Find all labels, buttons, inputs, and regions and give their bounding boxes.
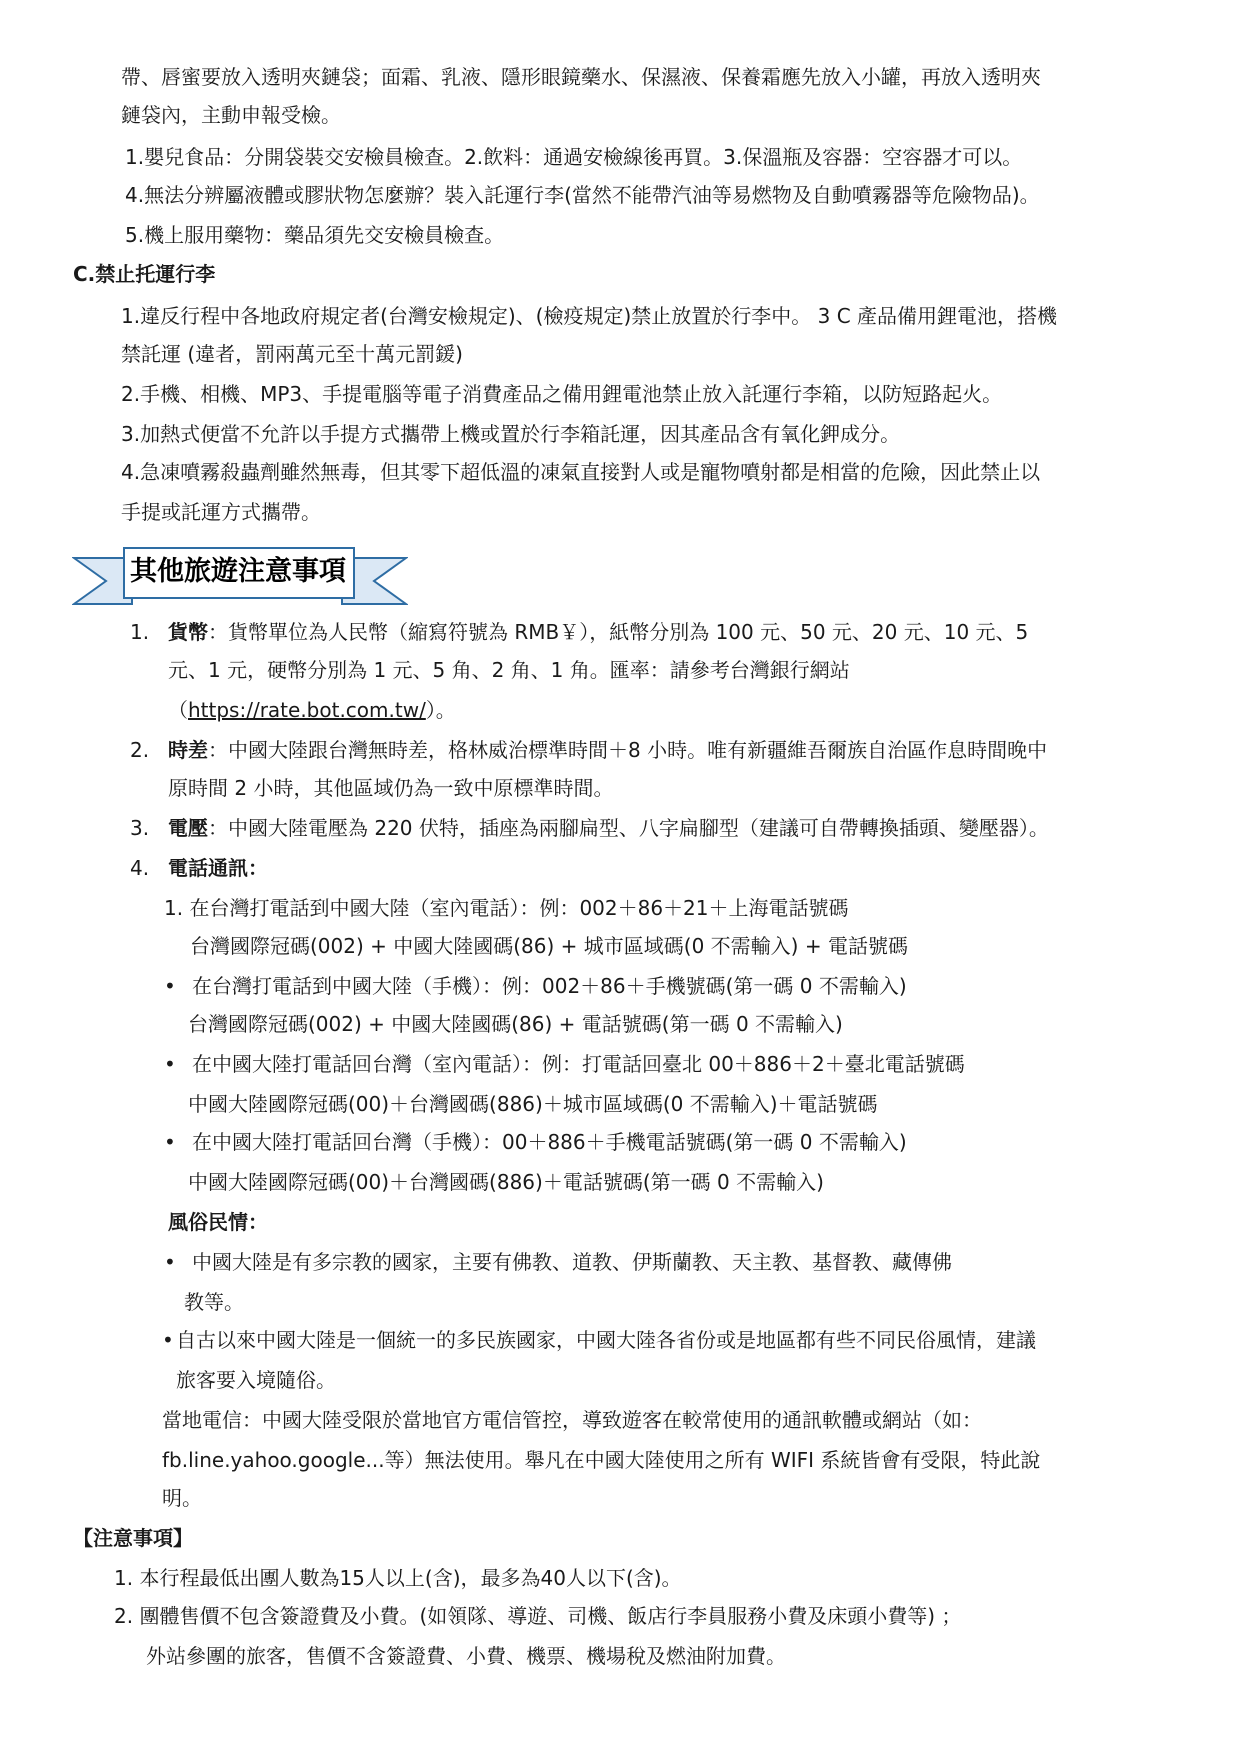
section-heading: C.禁止托運行李	[73, 262, 216, 286]
customs-item: 中國大陸是有多宗教的國家，主要有佛教、道教、伊斯蘭教、天主教、基督教、藏傳佛	[192, 1250, 952, 1274]
currency-item: （https://rate.bot.com.tw/）。	[168, 698, 456, 722]
bullet: •	[162, 1328, 174, 1352]
section-item: 2.手機、相機、MP3、手提電腦等電子消費產品之備用鋰電池禁止放入託運行李箱，以防短路起火。	[121, 382, 1003, 406]
section-item: 手提或託運方式攜帶。	[121, 500, 321, 524]
bullet: •	[164, 1130, 176, 1154]
list-number: 1.	[130, 620, 150, 644]
phone-heading: 電話通訊：	[168, 856, 268, 880]
section-item: 禁託運 (違者，罰兩萬元至十萬元罰鍰)	[121, 342, 463, 366]
time-item: 原時間 2 小時，其他區域仍為一致中原標準時間。	[168, 776, 614, 800]
phone-sub-item: 在中國大陸打電話回台灣（室內電話）：例：打電話回臺北 00＋886＋2＋臺北電話號碼	[192, 1052, 965, 1076]
list-number: 3.	[130, 816, 150, 840]
phone-sub-item: 在台灣打電話到中國大陸（手機）：例：002＋86＋手機號碼(第一碼 0 不需輸入)	[192, 974, 907, 998]
bullet: •	[164, 974, 176, 998]
notice-item: 2. 團體售價不包含簽證費及小費。(如領隊、導遊、司機、飯店行李員服務小費及床頭小費等) ；	[114, 1604, 962, 1628]
phone-sub-item: 在中國大陸打電話回台灣（手機）：00＋886＋手機電話號碼(第一碼 0 不需輸入)	[192, 1130, 907, 1154]
bullet: •	[164, 1250, 176, 1274]
currency-item: 貨幣：貨幣單位為人民幣（縮寫符號為 RMB￥），紙幣分別為 100 元、50 元、20 元、10 元、5	[168, 620, 1029, 644]
notice-item: 外站參團的旅客，售價不含簽證費、小費、機票、機場稅及燃油附加費。	[146, 1644, 786, 1668]
section-item: 4.急凍噴霧殺蟲劑雖然無毒，但其零下超低溫的凍氣直接對人或是寵物噴射都是相當的危險，因此禁止以	[121, 460, 1041, 484]
phone-sub-item: 台灣國際冠碼(002) + 中國大陸國碼(86) + 城市區域碼(0 不需輸入) + 電話號碼	[190, 934, 908, 958]
bullet: •	[164, 1052, 176, 1076]
notice-item: 1. 本行程最低出團人數為15人以上(含)，最多為40人以下(含)。	[114, 1566, 682, 1590]
intro-line: 1.嬰兒食品：分開袋裝交安檢員檢查。2.飲料：通過安檢線後再買。3.保溫瓶及容器：空容器才可以。	[125, 145, 1023, 169]
section-item: 3.加熱式便當不允許以手提方式攜帶上機或置於行李箱託運，因其產品含有氧化鉀成分。	[121, 422, 901, 446]
customs-item: 教等。	[184, 1290, 244, 1314]
phone-sub-item: 中國大陸國際冠碼(00)＋台灣國碼(886)＋城市區域碼(0 不需輸入)＋電話號碼	[188, 1092, 878, 1116]
phone-sub-item: 台灣國際冠碼(002) + 中國大陸國碼(86) + 電話號碼(第一碼 0 不需輸入)	[188, 1012, 843, 1036]
exchange-rate-link[interactable]: https://rate.bot.com.tw/	[188, 698, 426, 722]
list-number: 2.	[130, 738, 150, 762]
customs-item: 旅客要入境隨俗。	[176, 1368, 336, 1392]
section-item: 1.違反行程中各地政府規定者(台灣安檢規定)、(檢疫規定)禁止放置於行李中。 3 C 產品備用鋰電池，搭機	[121, 304, 1058, 328]
intro-line: 帶、唇蜜要放入透明夾鏈袋；面霜、乳液、隱形眼鏡藥水、保濕液、保養霜應先放入小罐，再放入透明夾	[121, 65, 1041, 89]
customs-heading: 風俗民情：	[168, 1210, 268, 1234]
telecom-text: fb.line.yahoo.google...等）無法使用。舉凡在中國大陸使用之所有 WIFI 系統皆會有受限，特此說	[162, 1448, 1041, 1472]
time-item: 時差：中國大陸跟台灣無時差，格林威治標準時間＋8 小時。唯有新疆維吾爾族自治區作息時間晚中	[168, 738, 1048, 762]
customs-item: 自古以來中國大陸是一個統一的多民族國家，中國大陸各省份或是地區都有些不同民俗風情，建議	[176, 1328, 1036, 1352]
voltage-item: 電壓：中國大陸電壓為 220 伏特，插座為兩腳扁型、八字扁腳型（建議可自帶轉換插頭、變壓器）。	[168, 816, 1049, 840]
currency-item: 元、1 元，硬幣分別為 1 元、5 角、2 角、1 角。匯率：請參考台灣銀行網站	[168, 658, 850, 682]
banner-title: 其他旅遊注意事項	[130, 556, 346, 587]
telecom-text: 明。	[162, 1486, 202, 1510]
intro-line: 鏈袋內，主動申報受檢。	[121, 103, 341, 127]
notice-heading: 【注意事項】	[73, 1526, 193, 1550]
telecom-text: 當地電信：中國大陸受限於當地官方電信管控，導致遊客在較常使用的通訊軟體或網站（如：	[162, 1408, 982, 1432]
intro-line: 5.機上服用藥物：藥品須先交安檢員檢查。	[125, 223, 505, 247]
phone-sub-item: 中國大陸國際冠碼(00)＋台灣國碼(886)＋電話號碼(第一碼 0 不需輸入)	[188, 1170, 824, 1194]
phone-sub-item: 1. 在台灣打電話到中國大陸（室內電話）：例：002＋86＋21＋上海電話號碼	[164, 896, 849, 920]
list-number: 4.	[130, 856, 150, 880]
intro-line: 4.無法分辨屬液體或膠狀物怎麼辦？裝入託運行李(當然不能帶汽油等易燃物及自動噴霧器等危險物品)。	[125, 183, 1040, 207]
